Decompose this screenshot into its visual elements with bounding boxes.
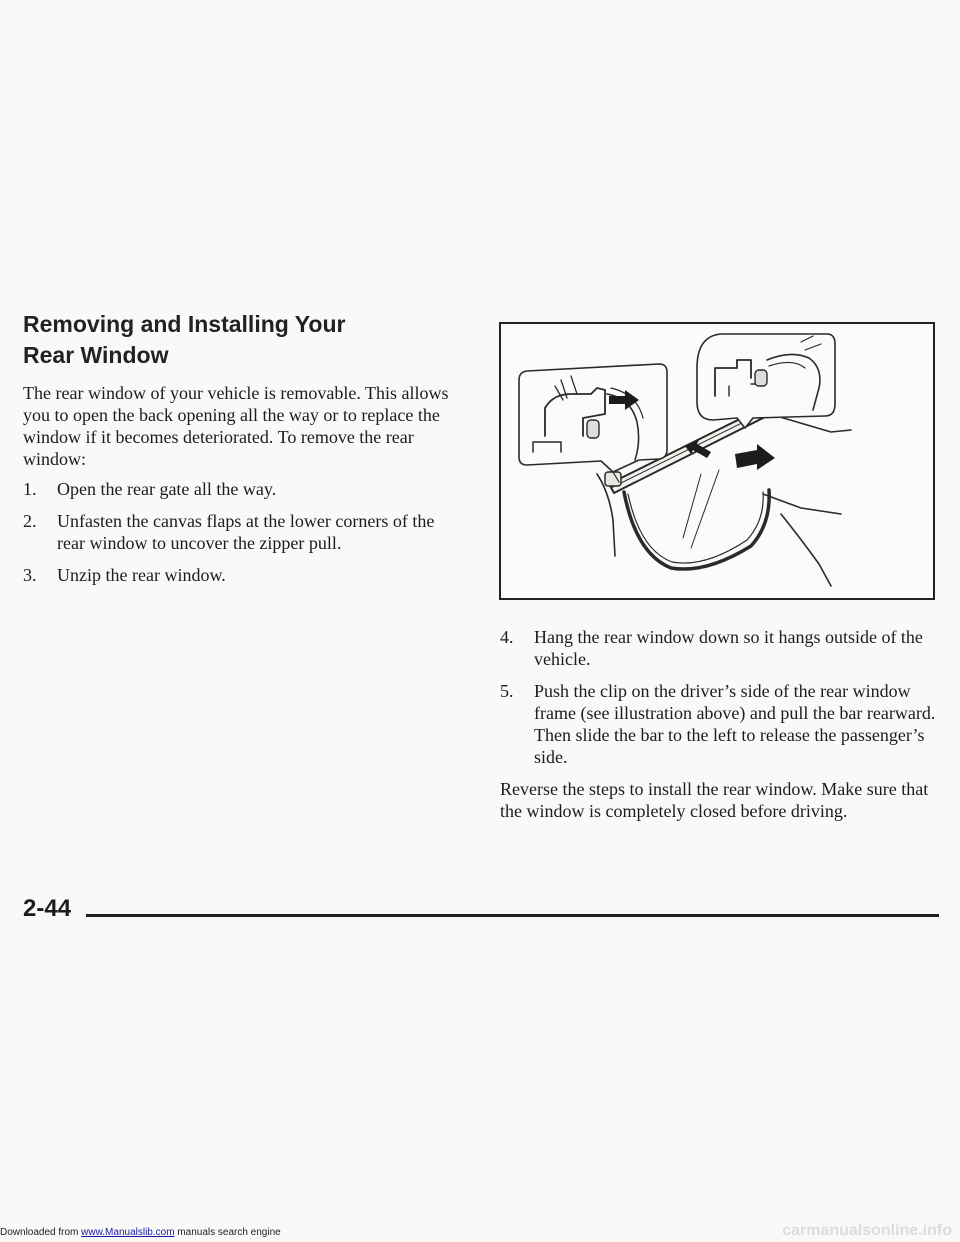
window-frame bbox=[624, 490, 769, 569]
step-item bbox=[23, 564, 453, 586]
manualslib-link[interactable]: www.Manualslib.com bbox=[81, 1227, 175, 1238]
step-number: 5. bbox=[500, 681, 514, 701]
download-footer bbox=[0, 1227, 281, 1239]
step-number: 1. bbox=[23, 479, 37, 499]
intro-paragraph: The rear window of your vehicle is removable. This allows you to open the back opening all the way or to replace the window if it becomes deteriorated. To remove the rear window: bbox=[23, 383, 449, 469]
glass-reflection bbox=[691, 470, 719, 548]
footer-suffix: manuals search engine bbox=[174, 1227, 281, 1238]
step-text: Push the clip on the driver’s side of the rear window frame (see illustration above) and pull the bar rearward. Then slide the bar to the left to release the passenger’s side. bbox=[534, 681, 936, 767]
heading-line-1: Removing and Installing Your bbox=[23, 311, 346, 337]
page-number: 2-44 bbox=[23, 895, 72, 922]
vehicle-lower-body bbox=[763, 494, 841, 514]
page-rule bbox=[86, 914, 939, 917]
step-item bbox=[23, 510, 453, 554]
steps-list-left bbox=[23, 478, 453, 586]
bar-clip-left bbox=[605, 472, 621, 486]
section-heading bbox=[23, 309, 453, 371]
step-text: Hang the rear window down so it hangs outside of the vehicle. bbox=[534, 627, 923, 669]
rear-window-illustration bbox=[499, 322, 935, 600]
step-number: 4. bbox=[500, 627, 514, 647]
step-text: Unfasten the canvas flaps at the lower corners of the rear window to uncover the zipper pull. bbox=[57, 511, 435, 553]
watermark-logo: carmanualsonline.info bbox=[782, 1222, 952, 1239]
step-text: Unzip the rear window. bbox=[57, 565, 226, 585]
footer-prefix: Downloaded from bbox=[0, 1227, 82, 1238]
illustration-drawing bbox=[501, 324, 933, 598]
step-item bbox=[500, 680, 940, 768]
step-number: 3. bbox=[23, 565, 37, 585]
vehicle-side-line bbox=[781, 514, 831, 586]
left-column bbox=[23, 382, 453, 596]
step-text: Open the rear gate all the way. bbox=[57, 479, 277, 499]
closing-paragraph: Reverse the steps to install the rear window. Make sure that the window is completely closed before driving. bbox=[500, 779, 929, 821]
heading-line-2: Rear Window bbox=[23, 342, 169, 368]
step-item bbox=[23, 478, 453, 500]
callout-bubble-left bbox=[519, 364, 667, 472]
step-item bbox=[500, 626, 940, 670]
arrow-lower-right-icon bbox=[735, 444, 775, 470]
steps-list-right bbox=[500, 626, 940, 768]
step-number: 2. bbox=[23, 511, 37, 531]
right-column bbox=[500, 626, 940, 822]
